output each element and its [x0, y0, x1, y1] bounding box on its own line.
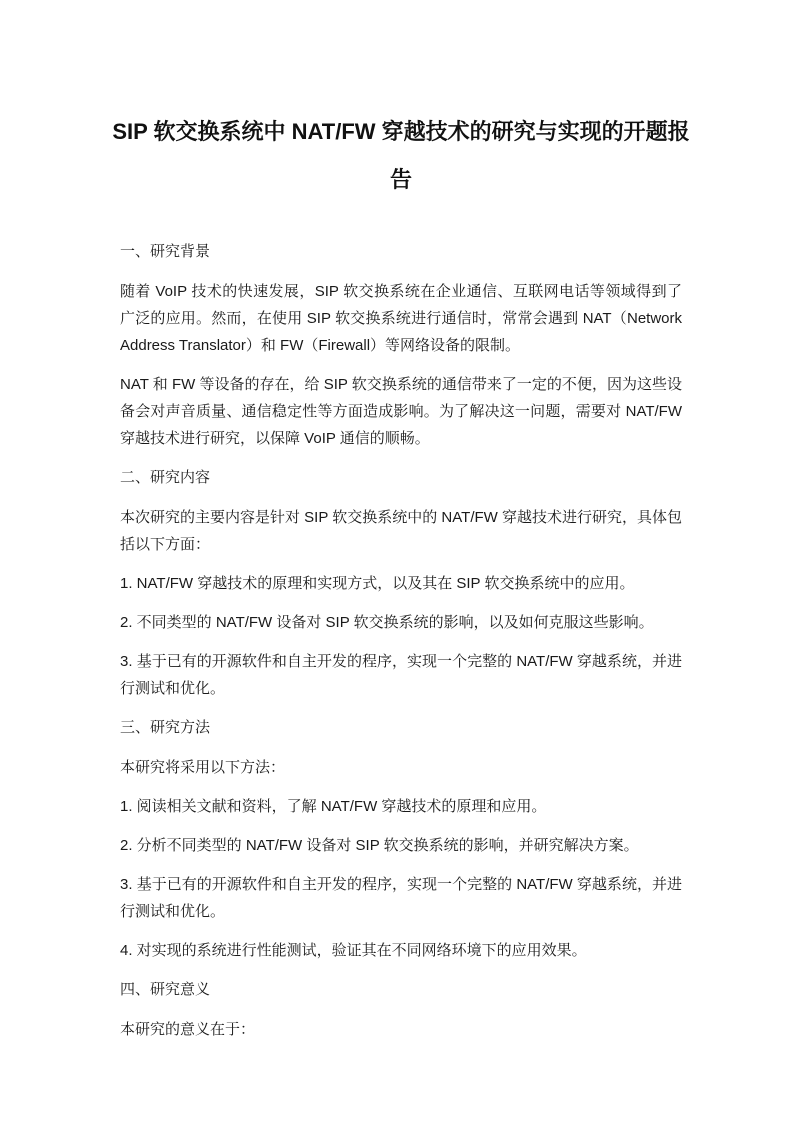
- paragraph: NAT 和 FW 等设备的存在，给 SIP 软交换系统的通信带来了一定的不便，因为这些设备会对声音质量、通信稳定性等方面造成影响。为了解决这一问题，需要对 NAT/FW 穿越技术进行研究，以保障 VoIP 通信的顺畅。: [120, 376, 682, 447]
- list-item: 1. NAT/FW 穿越技术的原理和实现方式，以及其在 SIP 软交换系统中的应用。: [120, 575, 635, 592]
- list-item: 3. 基于已有的开源软件和自主开发的程序，实现一个完整的 NAT/FW 穿越系统，并进行测试和优化。: [120, 653, 682, 697]
- list-item: 3. 基于已有的开源软件和自主开发的程序，实现一个完整的 NAT/FW 穿越系统，并进行测试和优化。: [120, 876, 682, 920]
- paragraph: 随着 VoIP 技术的快速发展，SIP 软交换系统在企业通信、互联网电话等领域得到了广泛的应用。然而，在使用 SIP 软交换系统进行通信时，常常会遇到 NAT（Network Address Translator）和 FW（Firewall）等网络设备的限制。: [120, 283, 682, 354]
- paragraph: 本研究将采用以下方法：: [120, 759, 286, 776]
- list-item: 4. 对实现的系统进行性能测试，验证其在不同网络环境下的应用效果。: [120, 942, 587, 959]
- section-heading-background: 一、研究背景: [120, 243, 211, 260]
- list-item: 2. 分析不同类型的 NAT/FW 设备对 SIP 软交换系统的影响，并研究解决方案。: [120, 837, 639, 854]
- list-item: 2. 不同类型的 NAT/FW 设备对 SIP 软交换系统的影响，以及如何克服这些影响。: [120, 614, 654, 631]
- section-heading-significance: 四、研究意义: [120, 981, 211, 998]
- section-heading-method: 三、研究方法: [120, 719, 211, 736]
- document-title: SIP 软交换系统中 NAT/FW 穿越技术的研究与实现的开题报告: [112, 119, 690, 192]
- paragraph: 本研究的意义在于：: [120, 1021, 256, 1038]
- document-page: [112, 108, 690, 1055]
- section-heading-content: 二、研究内容: [120, 469, 211, 486]
- list-item: 1. 阅读相关文献和资料，了解 NAT/FW 穿越技术的原理和应用。: [120, 798, 547, 815]
- paragraph: 本次研究的主要内容是针对 SIP 软交换系统中的 NAT/FW 穿越技术进行研究，具体包括以下方面：: [120, 509, 682, 553]
